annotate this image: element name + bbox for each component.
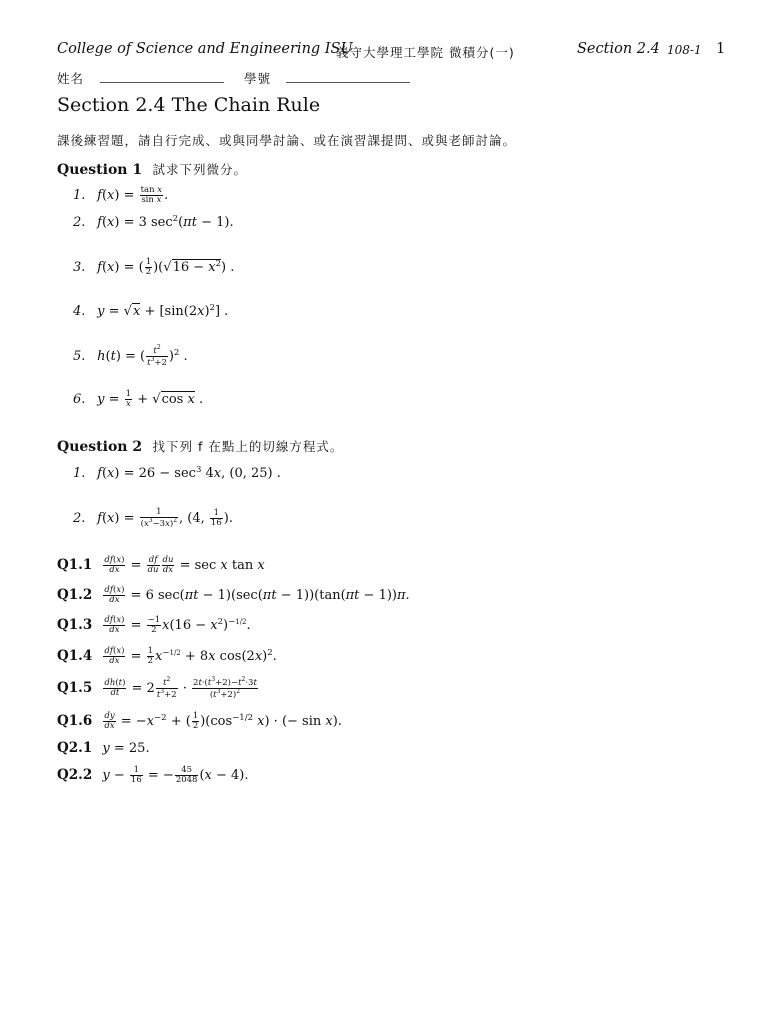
answer-q2-1: Q2.1 y = 25.: [57, 740, 150, 756]
question-2-label: Question 2: [57, 439, 143, 455]
answer-q1-1: Q1.1 $\frac{df(x)}{dx}$ = $\frac{df}{du}$ $\frac{du}{dx}$ = sec x tan x: [57, 555, 265, 575]
header-university-course: 義守大學理工學院 微積分(一): [336, 45, 515, 60]
answer-q2-2: Q2.2 y − $\frac{1}{16}$ = − $\frac{45}{2048}$ (x − 4).: [57, 765, 249, 785]
answer-q1-4: Q1.4 $\frac{df(x)}{dx}$ = $\frac{1}{2}$ $x^{-1/2} + 8x$ $\cos(2x)^2$.: [57, 646, 277, 666]
answer-q1-5: Q1.5 $\frac{dh(t)}{dt}$ = 2 $\frac{t^2}{t^3+2}$ · $\frac{2t\cdot(t^3+2)-t^2\cdot 3t}{(t^3+2)^2}$: [57, 676, 257, 700]
student-id-field[interactable]: [286, 82, 410, 83]
name-label: 姓名: [57, 71, 85, 86]
question-2-prompt: 找下列 f 在點上的切線方程式。: [152, 439, 344, 454]
name-field[interactable]: [100, 82, 224, 83]
header-college: College of Science and Engineering ISU: [57, 41, 353, 57]
answer-q1-3: Q1.3 $\frac{df(x)}{dx}$ = $\frac{-1}{2}$ $x(16 - x^2)^{-1/2}$.: [57, 615, 251, 635]
question-1-item-4: 4. $y = √x + [\sin(2x)^2]$ .: [73, 303, 229, 319]
question-1-prompt: 試求下列微分。: [152, 162, 248, 177]
page-title: Section 2.4 The Chain Rule: [57, 94, 321, 116]
instructions: 課後練習題，請自行完成、或與同學討論、或在演習課提問、或與老師討論。: [57, 133, 517, 148]
question-1-item-5: 5. h(t) = ( $\frac{t^2}{t^3+2}$ )$^2$ .: [73, 344, 188, 368]
question-1-item-2: 2. f(x) = 3 $\sec^2(\pi t - 1)$.: [73, 214, 234, 230]
answer-q1-6: Q1.6 $\frac{dy}{dx}$ = $-x^{-2}$ + ( $\frac{1}{2}$ )($\cos^{-1/2}$ x) · (− sin x).: [57, 711, 342, 731]
header-term: 108-1: [667, 43, 702, 57]
header-page-number: 1: [716, 41, 726, 57]
student-id-label: 學號: [244, 71, 272, 86]
question-1-item-3: 3. f(x) = ( $\frac{1}{2}$ )$(√16 - x^2)$ .: [73, 257, 235, 277]
answer-q1-2: Q1.2 $\frac{df(x)}{dx}$ = 6 sec(πt − 1)(sec(πt − 1))(tan(πt − 1))π.: [57, 585, 410, 605]
question-2-item-2: 2. f(x) = $\frac{1}{(x^3-3x)^2}$ , (4, $\frac{1}{16}$ ).: [73, 507, 233, 529]
question-2-item-1: 1. $f(x) = 26 - \sec^3 4x$, (0, 25) .: [73, 465, 281, 481]
question-1-heading: [57, 160, 247, 178]
question-2-heading: [57, 437, 343, 455]
question-1-item-6: 6. y = $\frac{1}{x}$ + √cos x .: [73, 389, 204, 409]
question-1-label: Question 1: [57, 162, 143, 178]
header-section: Section 2.4: [577, 41, 660, 57]
question-1-item-1: 1. f(x) = $\frac{\text{tan x}}{\text{sin x}}$ .: [73, 185, 169, 205]
